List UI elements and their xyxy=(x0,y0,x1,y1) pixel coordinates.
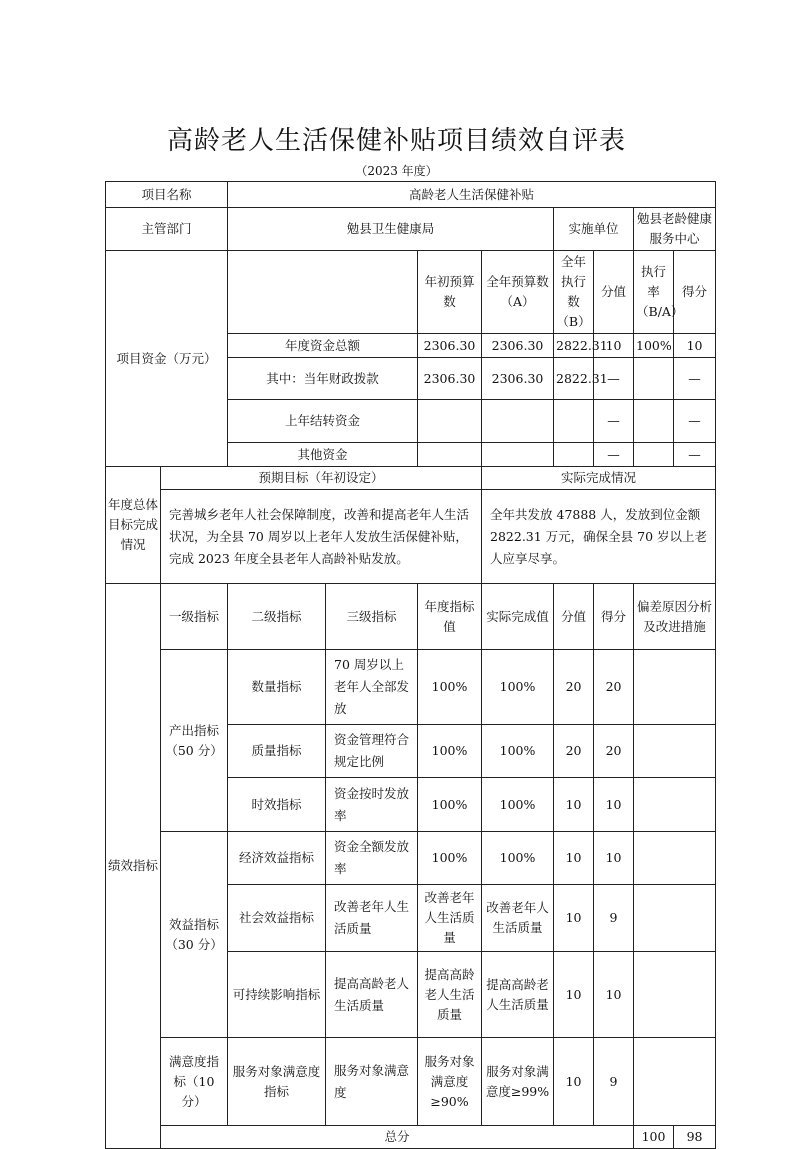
funds-header-weight: 分值 xyxy=(594,251,634,334)
perf-level3: 改善老年人生活质量 xyxy=(326,885,418,952)
perf-score: 20 xyxy=(594,725,634,778)
perf-reason xyxy=(634,885,716,952)
perf-level1: 效益指标（30 分） xyxy=(161,832,228,1038)
funds-row-score: 10 xyxy=(674,334,716,358)
perf-header-row xyxy=(106,584,716,650)
funds-label: 项目资金（万元） xyxy=(106,251,228,467)
perf-actual: 100% xyxy=(482,832,554,885)
perf-level2: 经济效益指标 xyxy=(228,832,326,885)
evaluation-table xyxy=(105,181,716,1149)
perf-level1: 满意度指标（10 分） xyxy=(161,1038,228,1126)
funds-row-score: — xyxy=(674,443,716,467)
perf-header-score: 得分 xyxy=(594,584,634,650)
funds-row-score: — xyxy=(674,358,716,400)
perf-reason xyxy=(634,832,716,885)
perf-level2: 数量指标 xyxy=(228,650,326,725)
perf-header-level3: 三级指标 xyxy=(326,584,418,650)
perf-reason xyxy=(634,725,716,778)
perf-header-target: 年度指标值 xyxy=(418,584,482,650)
perf-level3: 资金按时发放率 xyxy=(326,778,418,832)
funds-row-weight: — xyxy=(594,358,634,400)
perf-target: 100% xyxy=(418,832,482,885)
funds-header-row xyxy=(106,251,716,334)
perf-score: 9 xyxy=(594,1038,634,1126)
funds-row-name: 其中：当年财政拨款 xyxy=(228,358,418,400)
total-row xyxy=(106,1126,716,1149)
funds-row-rate xyxy=(634,358,674,400)
project-name-value: 高龄老人生活保健补贴 xyxy=(228,182,716,208)
perf-actual: 100% xyxy=(482,725,554,778)
goals-expected-text: 完善城乡老年人社会保障制度，改善和提高老年人生活状况，为全县 70 周岁以上老年人发放生活保健补贴，完成 2023 年度全县老年人高龄补贴发放。 xyxy=(161,490,482,584)
perf-weight: 20 xyxy=(554,650,594,725)
perf-score: 20 xyxy=(594,650,634,725)
funds-row-annual: 2306.30 xyxy=(482,334,554,358)
funds-row-weight: — xyxy=(594,443,634,467)
funds-row-annual xyxy=(482,443,554,467)
impl-label: 实施单位 xyxy=(554,208,634,251)
project-name-label: 项目名称 xyxy=(106,182,228,208)
funds-header-executed: 全年执行数（B） xyxy=(554,251,594,334)
perf-level2: 可持续影响指标 xyxy=(228,952,326,1038)
perf-score: 10 xyxy=(594,778,634,832)
funds-row-initial: 2306.30 xyxy=(418,334,482,358)
perf-actual: 服务对象满意度≥99% xyxy=(482,1038,554,1126)
perf-target: 100% xyxy=(418,650,482,725)
funds-row-rate: 100% xyxy=(634,334,674,358)
funds-row-weight: 10 xyxy=(594,334,634,358)
funds-row-executed: 2822.31 xyxy=(554,358,594,400)
funds-row-initial xyxy=(418,400,482,443)
goals-header-row xyxy=(106,467,716,490)
funds-row-score: — xyxy=(674,400,716,443)
total-label: 总分 xyxy=(161,1126,634,1149)
funds-row-initial: 2306.30 xyxy=(418,358,482,400)
funds-header-initial: 年初预算数 xyxy=(418,251,482,334)
perf-target: 服务对象满意度≥90% xyxy=(418,1038,482,1126)
perf-reason xyxy=(634,952,716,1038)
perf-weight: 10 xyxy=(554,832,594,885)
perf-level3: 资金全额发放率 xyxy=(326,832,418,885)
goals-label: 年度总体目标完成情况 xyxy=(106,467,161,584)
impl-value: 勉县老龄健康服务中心 xyxy=(634,208,716,251)
perf-level3: 提高高龄老人生活质量 xyxy=(326,952,418,1038)
perf-weight: 10 xyxy=(554,952,594,1038)
funds-row-name: 年度资金总额 xyxy=(228,334,418,358)
perf-label: 绩效指标 xyxy=(106,584,161,1149)
funds-row-initial xyxy=(418,443,482,467)
funds-row-annual: 2306.30 xyxy=(482,358,554,400)
project-name-row xyxy=(106,182,716,208)
funds-row-executed: 2822.31 xyxy=(554,334,594,358)
perf-row xyxy=(106,650,716,725)
year-note: （2023 年度） xyxy=(355,164,438,178)
perf-weight: 10 xyxy=(554,1038,594,1126)
perf-score: 9 xyxy=(594,885,634,952)
funds-header-score: 得分 xyxy=(674,251,716,334)
department-row xyxy=(106,208,716,251)
total-score: 98 xyxy=(674,1126,716,1149)
perf-level2: 质量指标 xyxy=(228,725,326,778)
funds-row-executed xyxy=(554,443,594,467)
funds-row-name: 其他资金 xyxy=(228,443,418,467)
perf-target: 改善老年人生活质量 xyxy=(418,885,482,952)
perf-level3: 70 周岁以上老年人全部发放 xyxy=(326,650,418,725)
funds-row-weight: — xyxy=(594,400,634,443)
perf-actual: 100% xyxy=(482,778,554,832)
funds-row-executed xyxy=(554,400,594,443)
funds-header-blank xyxy=(228,251,418,334)
perf-level3: 服务对象满意度 xyxy=(326,1038,418,1126)
dept-value: 勉县卫生健康局 xyxy=(228,208,554,251)
perf-header-level2: 二级指标 xyxy=(228,584,326,650)
perf-row xyxy=(106,832,716,885)
perf-header-weight: 分值 xyxy=(554,584,594,650)
perf-target: 提高高龄老人生活质量 xyxy=(418,952,482,1038)
document-title: 高龄老人生活保健补贴项目绩效自评表 xyxy=(166,126,626,156)
perf-level2: 社会效益指标 xyxy=(228,885,326,952)
perf-actual: 100% xyxy=(482,650,554,725)
funds-header-rate: 执行率（B/A） xyxy=(634,251,674,334)
perf-header-level1: 一级指标 xyxy=(161,584,228,650)
perf-weight: 20 xyxy=(554,725,594,778)
perf-weight: 10 xyxy=(554,885,594,952)
goals-expected-header: 预期目标（年初设定） xyxy=(161,467,482,490)
perf-target: 100% xyxy=(418,725,482,778)
perf-level3: 资金管理符合规定比例 xyxy=(326,725,418,778)
goals-actual-header: 实际完成情况 xyxy=(482,467,716,490)
perf-actual: 提高高龄老人生活质量 xyxy=(482,952,554,1038)
funds-row-name: 上年结转资金 xyxy=(228,400,418,443)
funds-row-annual xyxy=(482,400,554,443)
perf-header-actual: 实际完成值 xyxy=(482,584,554,650)
perf-target: 100% xyxy=(418,778,482,832)
funds-row-rate xyxy=(634,443,674,467)
perf-score: 10 xyxy=(594,832,634,885)
perf-level2: 服务对象满意度指标 xyxy=(228,1038,326,1126)
perf-level2: 时效指标 xyxy=(228,778,326,832)
perf-score: 10 xyxy=(594,952,634,1038)
total-weight: 100 xyxy=(634,1126,674,1149)
perf-reason xyxy=(634,650,716,725)
perf-actual: 改善老年人生活质量 xyxy=(482,885,554,952)
perf-row xyxy=(106,1038,716,1126)
perf-weight: 10 xyxy=(554,778,594,832)
perf-header-reason: 偏差原因分析及改进措施 xyxy=(634,584,716,650)
perf-reason xyxy=(634,1038,716,1126)
perf-level1: 产出指标（50 分） xyxy=(161,650,228,832)
funds-header-annual: 全年预算数（A） xyxy=(482,251,554,334)
goals-content-row xyxy=(106,490,716,584)
dept-label: 主管部门 xyxy=(106,208,228,251)
funds-row-rate xyxy=(634,400,674,443)
perf-reason xyxy=(634,778,716,832)
goals-actual-text: 全年共发放 47888 人，发放到位金额 2822.31 万元，确保全县 70 岁以上老人应享尽享。 xyxy=(482,490,716,584)
